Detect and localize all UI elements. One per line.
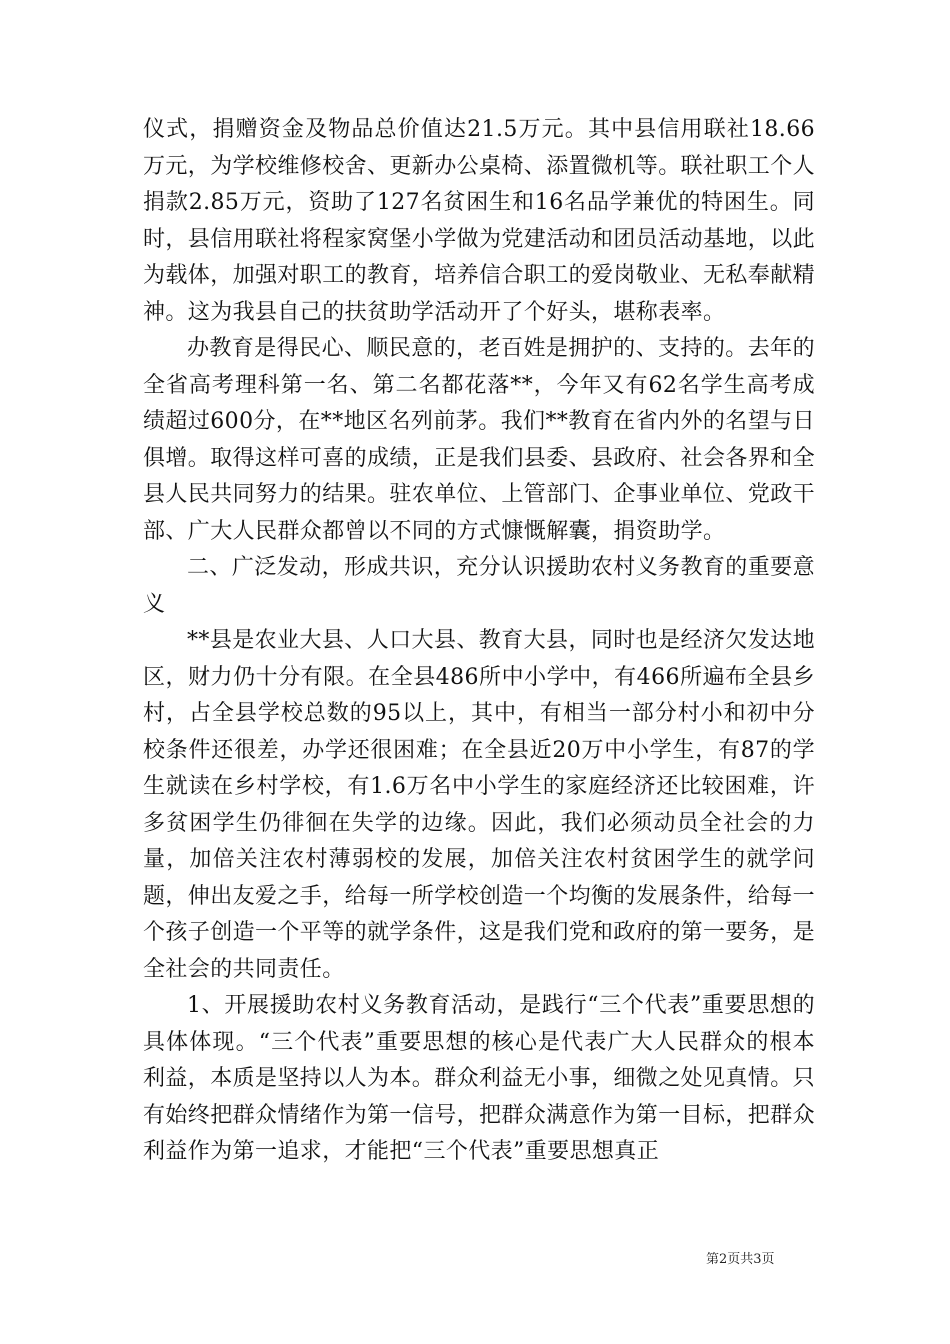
section-heading-two: 二、广泛发动，形成共识，充分认识援助农村义务教育的重要意义 bbox=[143, 555, 815, 617]
page-number: 第2页共3页 bbox=[706, 1252, 775, 1267]
paragraph-three-represents: 1、开展援助农村义务教育活动，是践行“三个代表”重要思想的具体体现。“三个代表”重要思想的核心是代表广大人民群众的根本利益，本质是坚持以人为本。群众利益无小事，细微之处见真情。只有始终把群众情绪作为第一信号，把群众满意作为第一目标，把群众利益作为第一追求，才能把“三个代表”重要思想真正 bbox=[143, 993, 816, 1164]
paragraph-county-situation: **县是农业大县、人口大县、教育大县，同时也是经济欠发达地区，财力仍十分有限。在全县486所中小学中，有466所遍布全县乡村，占全县学校总数的95以上，其中，有相当一部分村小和初中分校条件还很差，办学还很困难；在全县近20万中小学生，有87的学生就读在乡村学校，有1.6万名中小学生的家庭经济还比较困难，许多贫困学生仍徘徊在失学的边缘。因此，我们必须动员全社会的力量，加倍关注农村薄弱校的发展，加倍关注农村贫困学生的就学问题，伸出友爱之手，给每一所学校创造一个均衡的发展条件，给每一个孩子创造一个平等的就学条件，这是我们党和政府的第一要务，是全社会的共同责任。 bbox=[143, 628, 816, 982]
paragraph-donation-summary: 仪式，捐赠资金及物品总价值达21.5万元。其中县信用联社18.66万元，为学校维修校舍、更新办公桌椅、添置微机等。联社职工个人捐款2.85万元，资助了127名贫困生和16名品学兼优的特困生。同时，县信用联社将程家窝堡小学做为党建活动和团员活动基地，以此为载体，加强对职工的教育，培养信合职工的爱岗敬业、无私奉献精神。这为我县自己的扶贫助学活动开了个好头，堪称表率。 bbox=[143, 117, 816, 325]
document-body bbox=[143, 112, 815, 1171]
paragraph-education-achievements: 办教育是得民心、顺民意的，老百姓是拥护的、支持的。去年的全省高考理科第一名、第二名都花落**，今年又有62名学生高考成绩超过600分，在**地区名列前茅。我们**教育在省内外的名望与日俱增。取得这样可喜的成绩，正是我们县委、县政府、社会各界和全县人民共同努力的结果。驻农单位、上管部门、企事业单位、党政干部、广大人民群众都曾以不同的方式慷慨解囊，捐资助学。 bbox=[143, 336, 816, 544]
